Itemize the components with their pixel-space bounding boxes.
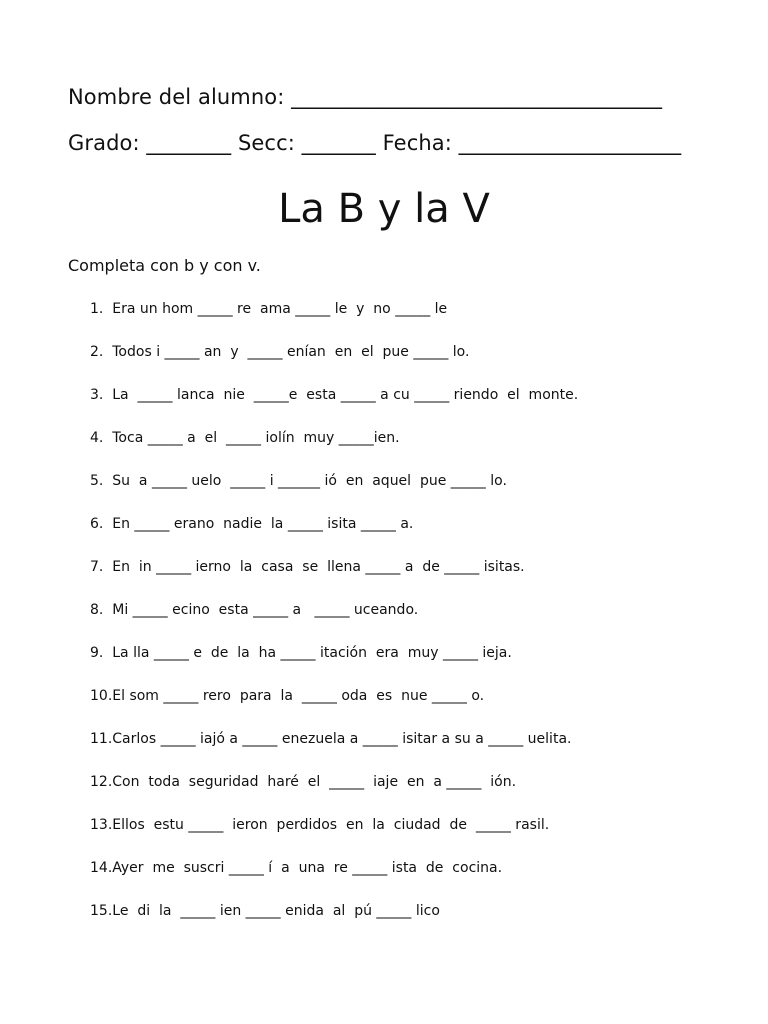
- exercise-item-12: 12.Con toda seguridad haré el _____ iaje en a _____ ión.: [90, 774, 517, 790]
- exercise-item-13: 13.Ellos estu _____ ieron perdidos en la ciudad de _____ rasil.: [90, 817, 550, 833]
- exercise-item-8: 8. Mi _____ ecino esta _____ a _____ uceando.: [90, 602, 419, 618]
- exercise-item-6: 6. En _____ erano nadie la _____ isita _____ a.: [90, 516, 414, 532]
- exercise-item-4: 4. Toca _____ a el _____ iolín muy _____ien.: [90, 430, 400, 446]
- exercise-item-5: 5. Su a _____ uelo _____ i ______ ió en aquel pue _____ lo.: [90, 473, 507, 489]
- exercise-item-9: 9. La lla _____ e de la ha _____ itación era muy _____ ieja.: [90, 645, 512, 661]
- worksheet-title: La B y la V: [278, 186, 490, 232]
- instruction-text: Completa con b y con v.: [68, 256, 261, 275]
- exercise-item-14: 14.Ayer me suscri _____ í a una re _____ ista de cocina.: [90, 860, 503, 876]
- exercise-item-3: 3. La _____ lanca nie _____e esta _____ a cu _____ riendo el monte.: [90, 387, 579, 403]
- exercise-list: [90, 298, 710, 943]
- exercise-item-2: 2. Todos i _____ an y _____ enían en el pue _____ lo.: [90, 344, 470, 360]
- exercise-item-15: 15.Le di la _____ ien _____ enida al pú _____ lico: [90, 903, 440, 919]
- exercise-item-11: 11.Carlos _____ iajó a _____ enezuela a _____ isitar a su a _____ uelita.: [90, 731, 572, 747]
- student-name-line: Nombre del alumno: ___________________________________: [68, 85, 663, 109]
- exercise-item-7: 7. En in _____ ierno la casa se llena _____ a de _____ isitas.: [90, 559, 525, 575]
- grade-section-date-line: Grado: ________ Secc: _______ Fecha: _____________________: [68, 131, 682, 155]
- exercise-item-10: 10.El som _____ rero para la _____ oda es nue _____ o.: [90, 688, 485, 704]
- exercise-item-1: 1. Era un hom _____ re ama _____ le y no _____ le: [90, 301, 448, 317]
